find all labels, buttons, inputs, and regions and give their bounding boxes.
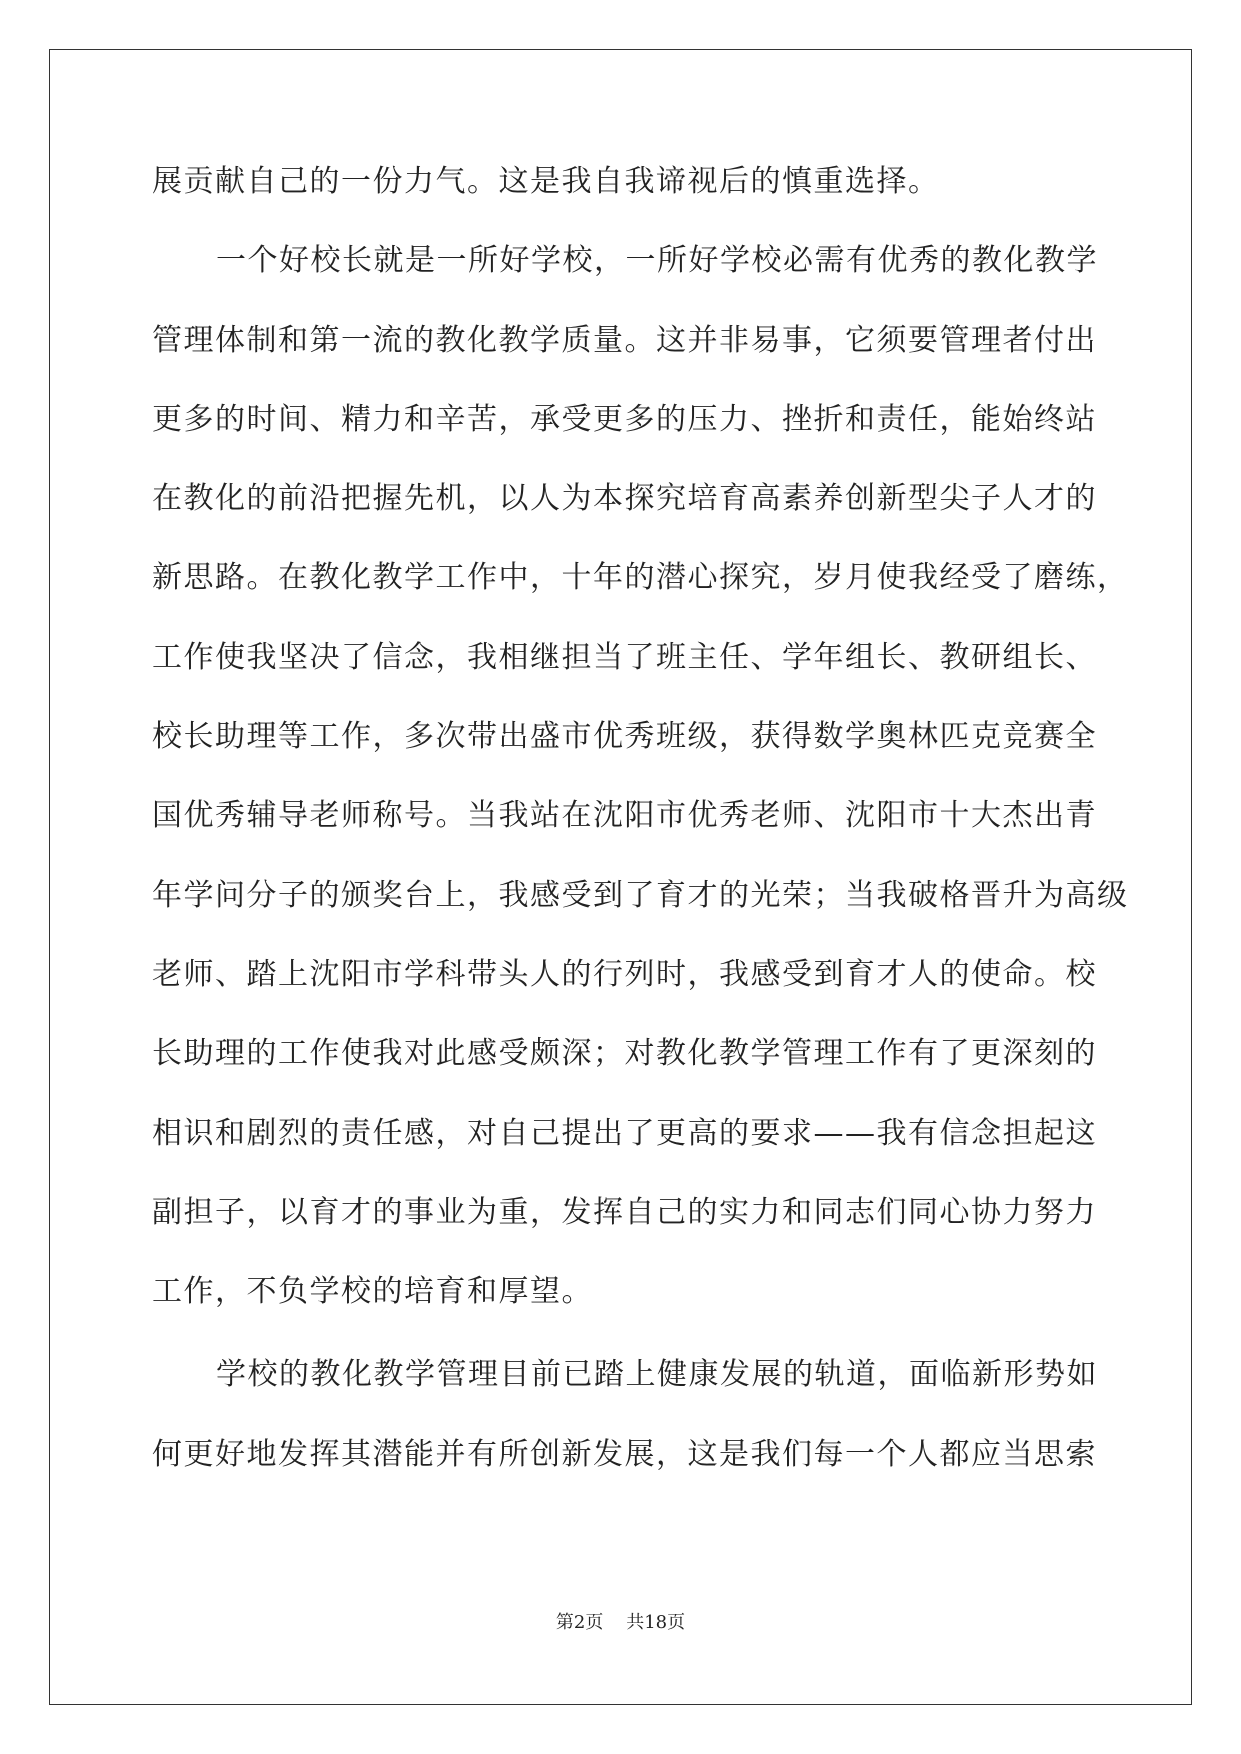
body-line-15: 工作，不负学校的培育和厚望。 [152, 1274, 593, 1310]
body-line-1: 展贡献自己的一份力气。这是我自我谛视后的慎重选择。 [152, 164, 940, 199]
page-number: 第2页 [555, 1612, 604, 1633]
body-line-2: 一个好校长就是一所好学校，一所好学校必需有优秀的教化教学 [216, 243, 1098, 279]
body-line-5: 在教化的前沿把握先机，以人为本探究培育高素养创新型尖子人才的 [152, 481, 1097, 517]
document-body [152, 162, 1129, 1514]
body-line-6: 新思路。在教化教学工作中，十年的潜心探究，岁月使我经受了磨练， [152, 560, 1129, 596]
body-line-10: 年学问分子的颁奖台上，我感受到了育才的光荣；当我破格晋升为高级 [152, 877, 1129, 913]
page-total: 共18页 [626, 1612, 686, 1633]
body-line-13: 相识和剧烈的责任感，对自己提出了更高的要求——我有信念担起这 [152, 1115, 1097, 1151]
body-line-17: 何更好地发挥其潜能并有所创新发展，这是我们每一个人都应当思索 [152, 1436, 1097, 1472]
body-line-3: 管理体制和第一流的教化教学质量。这并非易事，它须要管理者付出 [152, 322, 1097, 358]
page-footer [0, 1612, 1241, 1634]
body-line-4: 更多的时间、精力和辛苦，承受更多的压力、挫折和责任，能始终站 [152, 401, 1097, 437]
body-line-8: 校长助理等工作，多次带出盛市优秀班级，获得数学奥林匹克竞赛全 [152, 719, 1097, 755]
body-line-7: 工作使我坚决了信念，我相继担当了班主任、学年组长、教研组长、 [152, 639, 1097, 675]
body-line-14: 副担子，以育才的事业为重，发挥自己的实力和同志们同心协力努力 [152, 1194, 1097, 1230]
body-line-12: 长助理的工作使我对此感受颇深；对教化教学管理工作有了更深刻的 [152, 1036, 1097, 1072]
body-line-16: 学校的教化教学管理目前已踏上健康发展的轨道，面临新形势如 [216, 1357, 1098, 1393]
body-line-9: 国优秀辅导老师称号。当我站在沈阳市优秀老师、沈阳市十大杰出青 [152, 798, 1097, 834]
body-line-11: 老师、踏上沈阳市学科带头人的行列时，我感受到育才人的使命。校 [152, 956, 1097, 992]
